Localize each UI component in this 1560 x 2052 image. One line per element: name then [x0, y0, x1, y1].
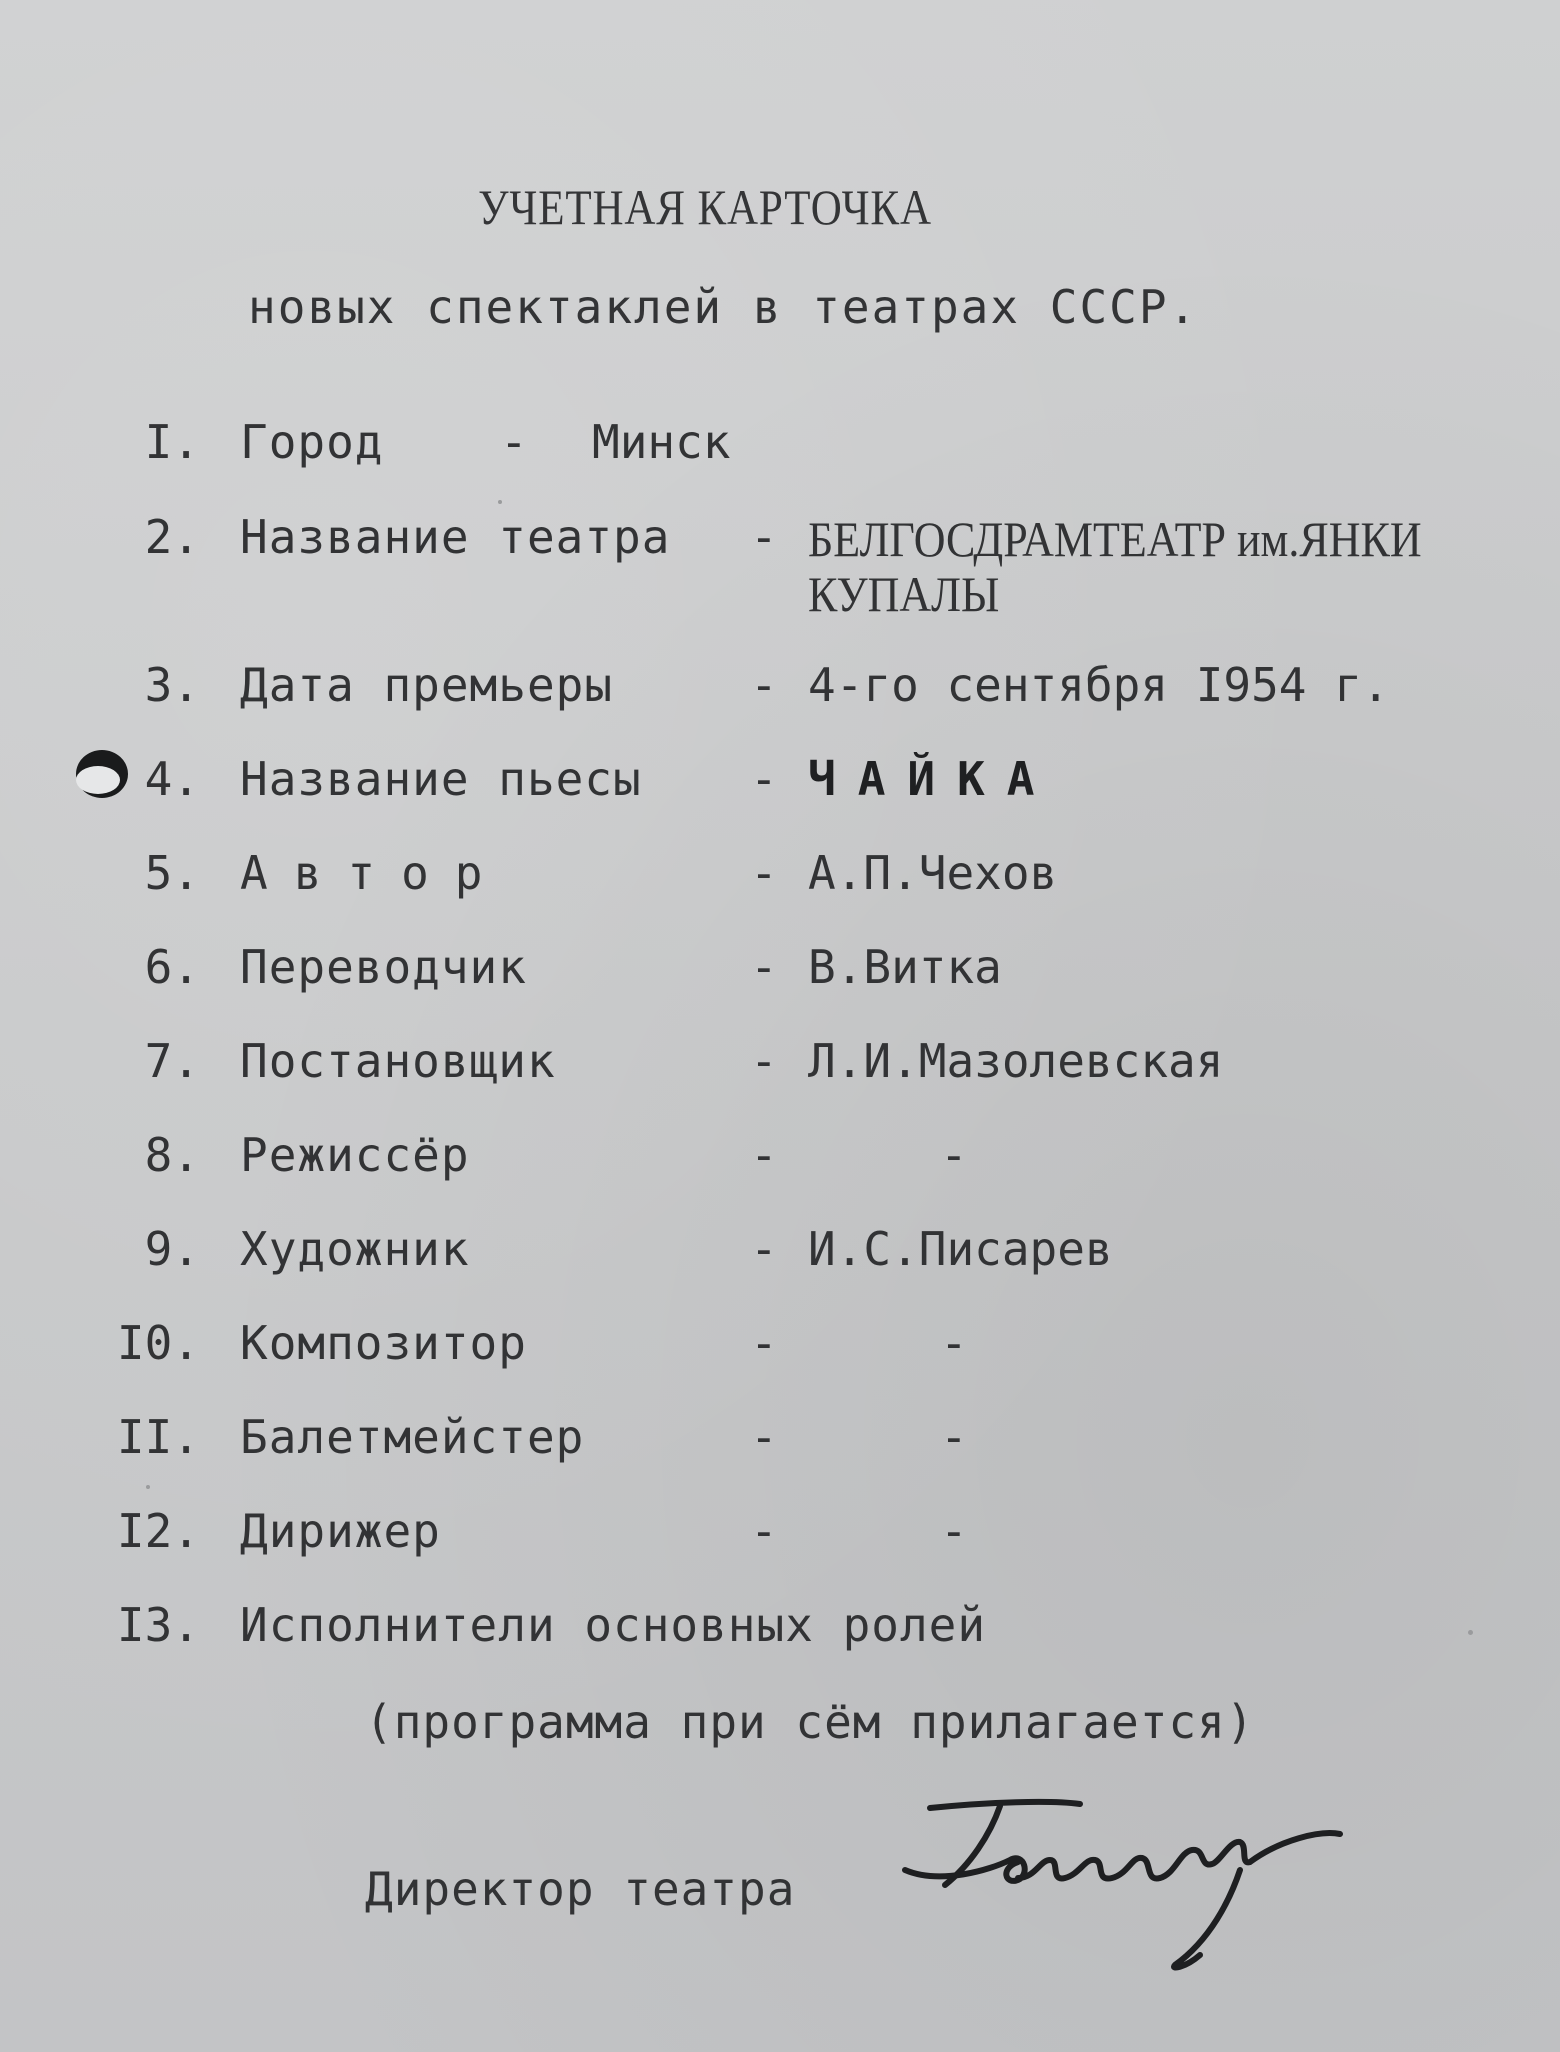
- item-label: Дата премьеры: [240, 658, 614, 712]
- list-item-play-title: [0, 752, 1560, 832]
- director-signature: [900, 1790, 1360, 1990]
- item-number: I3.: [116, 1598, 200, 1652]
- list-item-translator: [0, 940, 1560, 1020]
- item-value: Л.И.Мазолевская: [808, 1034, 1224, 1088]
- item-number: I0.: [116, 1316, 200, 1370]
- document-title: УЧЕТНАЯ КАРТОЧКА: [478, 179, 932, 235]
- item-number: 9.: [144, 1222, 200, 1276]
- item-dash: -: [750, 510, 778, 564]
- item-label: Режиссёр: [240, 1128, 470, 1182]
- list-item-composer: [0, 1316, 1560, 1396]
- item-label: Исполнители основных ролей: [240, 1598, 987, 1652]
- item-value: -: [940, 1128, 968, 1182]
- item-label: Название пьесы: [240, 752, 642, 806]
- item-label: Композитор: [240, 1316, 527, 1370]
- item-label: Постановщик: [240, 1034, 556, 1088]
- item-label: Город: [240, 415, 384, 469]
- item-number: II.: [116, 1410, 200, 1464]
- item-dash: -: [750, 1504, 778, 1558]
- list-item-premiere-date: [0, 658, 1560, 738]
- item-label: Переводчик: [240, 940, 527, 994]
- item-number: 4.: [144, 752, 200, 806]
- item-dash: -: [500, 415, 528, 469]
- list-item-theatre-name-continued: [0, 565, 1560, 645]
- paper-speck: [146, 1485, 150, 1489]
- item-label: Художник: [240, 1222, 470, 1276]
- list-item-director: [0, 1128, 1560, 1208]
- item-dash: -: [750, 940, 778, 994]
- punch-hole: [68, 746, 132, 802]
- item-number: 6.: [144, 940, 200, 994]
- item-number: 5.: [144, 846, 200, 900]
- item-label: Автор: [240, 846, 509, 900]
- item-number: 8.: [144, 1128, 200, 1182]
- item-value: ЧАЙКА: [808, 752, 1057, 806]
- item-value: В.Витка: [808, 940, 1002, 994]
- item-value: Минск: [592, 415, 731, 469]
- list-item-conductor: [0, 1504, 1560, 1584]
- item-value: И.С.Писарев: [808, 1222, 1113, 1276]
- item-number: 3.: [144, 658, 200, 712]
- item-dash: -: [750, 1128, 778, 1182]
- item-value: -: [940, 1316, 968, 1370]
- item-number: I.: [144, 415, 200, 469]
- item-dash: -: [750, 1410, 778, 1464]
- item-value-line2: КУПАЛЫ: [808, 566, 1000, 622]
- attachment-note: (программа при сём прилагается): [365, 1695, 1255, 1749]
- item-dash: -: [750, 1222, 778, 1276]
- item-dash: -: [750, 846, 778, 900]
- paper-speck: [1468, 1630, 1473, 1635]
- list-item-author: [0, 846, 1560, 926]
- item-value: БЕЛГОСДРАМТЕАТР им.ЯНКИ: [808, 511, 1422, 567]
- director-label: Директор театра: [365, 1862, 796, 1916]
- item-value: -: [940, 1504, 968, 1558]
- item-dash: -: [750, 1316, 778, 1370]
- paper-speck: [498, 500, 502, 504]
- list-item-lead-performers: [0, 1598, 1560, 1678]
- item-label: Балетмейстер: [240, 1410, 585, 1464]
- item-dash: -: [750, 752, 778, 806]
- item-number: 2.: [144, 510, 200, 564]
- item-dash: -: [750, 658, 778, 712]
- item-label: Дирижер: [240, 1504, 441, 1558]
- item-label: Название театра: [240, 510, 671, 564]
- list-item-city: [0, 415, 1560, 495]
- item-value: 4-го сентября I954 г.: [808, 658, 1390, 712]
- item-dash: -: [750, 1034, 778, 1088]
- item-value: -: [940, 1410, 968, 1464]
- document-subtitle: новых спектаклей в театрах СССР.: [248, 280, 1199, 334]
- item-number: I2.: [116, 1504, 200, 1558]
- list-item-producer: [0, 1034, 1560, 1114]
- item-number: 7.: [144, 1034, 200, 1088]
- list-item-choreographer: [0, 1410, 1560, 1490]
- item-value: А.П.Чехов: [808, 846, 1058, 900]
- list-item-artist: [0, 1222, 1560, 1302]
